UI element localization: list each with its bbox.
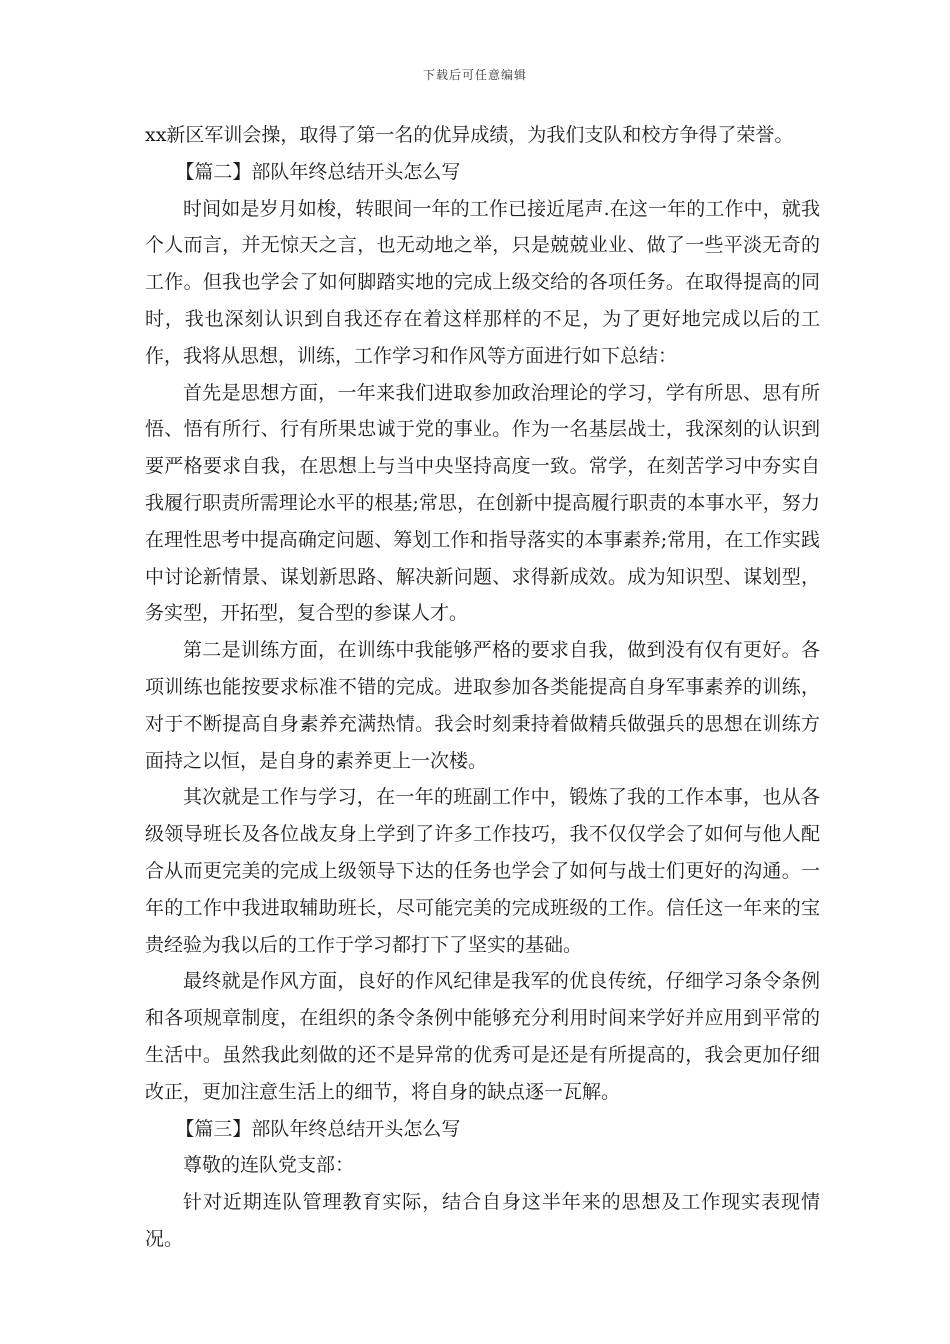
section-heading-part-three: 【篇三】部队年终总结开头怎么写 [175,1117,461,1140]
section-heading-part-two: 【篇二】部队年终总结开头怎么写 [175,160,461,183]
paragraph-intro: 时间如是岁月如梭，转眼间一年的工作已接近尾声.在这一年的工作中，就我个人而言，并无惊天之言，也无动地之举，只是兢兢业业、做了一些平淡无奇的工作。但我也学会了如何脚踏实地的完成上级交给的各项任务。在取得提高的同时，我也深刻认识到自我还存在着这样那样的不足，为了更好地完成以后的工作，我将从思想，训练，工作学习和作风等方面进行如下总结： [145,197,820,367]
paragraph-training: 第二是训练方面，在训练中我能够严格的要求自我，做到没有仅有更好。各项训练也能按要求标准不错的完成。进取参加各类能提高自身军事素养的训练，对于不断提高自身素养充满热情。我会时刻秉持着做精兵做强兵的思想在训练方面持之以恒，是自身的素养更上一次楼。 [145,639,820,772]
page-header-note: 下载后可任意编辑 [422,68,527,82]
paragraph-thought: 首先是思想方面，一年来我们进取参加政治理论的学习，学有所思、思有所悟、悟有所行、行有所果忠诚于党的事业。作为一名基层战士，我深刻的认识到要严格要求自我，在思想上与当中央坚持高度一致。常学，在刻苦学习中夯实自我履行职责所需理论水平的根基;常思，在创新中提高履行职责的本事水平，努力在理性思考中提高确定问题、筹划工作和指导落实的本事素养;常用，在工作实践中讨论新情景、谋划新思路、解决新问题、求得新成效。成为知识型、谋划型，务实型，开拓型，复合型的参谋人才。 [145,381,820,625]
paragraph-continued: xx新区军训会操，取得了第一名的优异成绩，为我们支队和校方争得了荣誉。 [145,124,794,146]
paragraph-style: 最终就是作风方面，良好的作风纪律是我军的优良传统，仔细学习条令条例和各项规章制度，在组织的条令条例中能够充分利用时间来学好并应用到平常的生活中。虽然我此刻做的还不是异常的优秀可是还是有所提高的，我会更加仔细改正，更加注意生活上的细节，将自身的缺点逐一瓦解。 [145,970,820,1103]
paragraph-salutation: 尊敬的连队党支部： [183,1154,355,1177]
document-body [145,117,820,1258]
paragraph-work-study: 其次就是工作与学习，在一年的班副工作中，锻炼了我的工作本事，也从各级领导班长及各位战友身上学到了许多工作技巧，我不仅仅学会了如何与他人配合从而更完美的完成上级领导下达的任务也学会了如何与战士们更好的沟通。一年的工作中我进取辅助班长，尽可能完美的完成班级的工作。信任这一年来的宝贵经验为我以后的工作于学习都打下了坚实的基础。 [145,786,820,956]
paragraph-opening: 针对近期连队管理教育实际，结合自身这半年来的思想及工作现实表现情况。 [145,1191,820,1250]
